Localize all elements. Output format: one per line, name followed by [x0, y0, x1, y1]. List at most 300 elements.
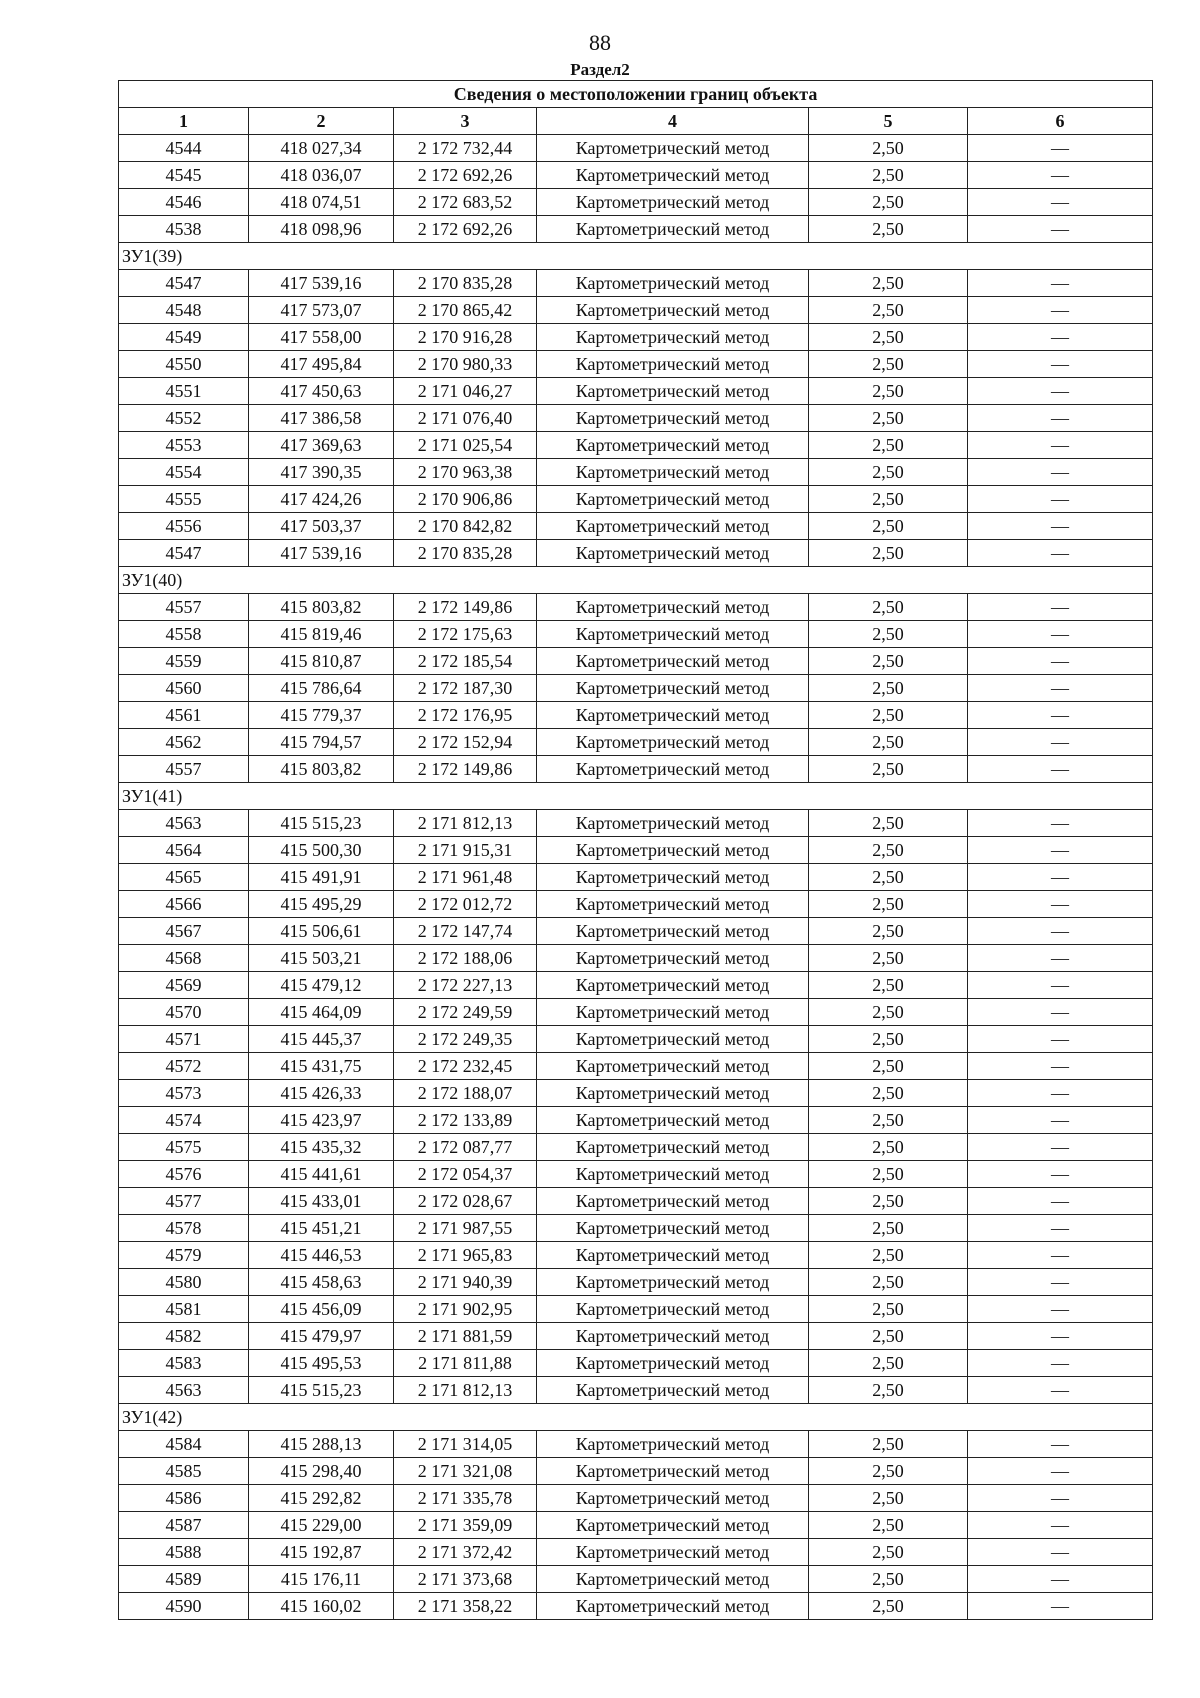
- accuracy-cell: 2,50: [809, 297, 968, 324]
- table-caption: Сведения о местоположении границ объекта: [119, 81, 1153, 108]
- point-number-cell: 4575: [119, 1134, 249, 1161]
- y-coordinate-cell: 2 171 811,88: [394, 1350, 537, 1377]
- method-cell: Картометрический метод: [537, 945, 809, 972]
- point-number-cell: 4551: [119, 378, 249, 405]
- x-coordinate-cell: 415 803,82: [249, 594, 394, 621]
- x-coordinate-cell: 415 176,11: [249, 1566, 394, 1593]
- point-number-cell: 4544: [119, 135, 249, 162]
- x-coordinate-cell: 415 458,63: [249, 1269, 394, 1296]
- point-number-cell: 4561: [119, 702, 249, 729]
- method-cell: Картометрический метод: [537, 972, 809, 999]
- y-coordinate-cell: 2 171 314,05: [394, 1431, 537, 1458]
- accuracy-cell: 2,50: [809, 837, 968, 864]
- x-coordinate-cell: 415 515,23: [249, 810, 394, 837]
- x-coordinate-cell: 415 192,87: [249, 1539, 394, 1566]
- x-coordinate-cell: 417 503,37: [249, 513, 394, 540]
- note-cell: —: [968, 1161, 1153, 1188]
- y-coordinate-cell: 2 170 916,28: [394, 324, 537, 351]
- y-coordinate-cell: 2 172 149,86: [394, 756, 537, 783]
- accuracy-cell: 2,50: [809, 999, 968, 1026]
- point-number-cell: 4566: [119, 891, 249, 918]
- note-cell: —: [968, 594, 1153, 621]
- point-number-cell: 4538: [119, 216, 249, 243]
- y-coordinate-cell: 2 170 963,38: [394, 459, 537, 486]
- note-cell: —: [968, 189, 1153, 216]
- table-row: [119, 216, 1153, 243]
- y-coordinate-cell: 2 172 028,67: [394, 1188, 537, 1215]
- table-row: [119, 297, 1153, 324]
- point-number-cell: 4573: [119, 1080, 249, 1107]
- method-cell: Картометрический метод: [537, 837, 809, 864]
- method-cell: Картометрический метод: [537, 351, 809, 378]
- table-row: [119, 540, 1153, 567]
- note-cell: —: [968, 540, 1153, 567]
- x-coordinate-cell: 415 441,61: [249, 1161, 394, 1188]
- x-coordinate-cell: 415 451,21: [249, 1215, 394, 1242]
- point-number-cell: 4578: [119, 1215, 249, 1242]
- method-cell: Картометрический метод: [537, 432, 809, 459]
- note-cell: —: [968, 1107, 1153, 1134]
- point-number-cell: 4579: [119, 1242, 249, 1269]
- method-cell: Картометрический метод: [537, 756, 809, 783]
- note-cell: —: [968, 1026, 1153, 1053]
- point-number-cell: 4563: [119, 1377, 249, 1404]
- table-row: [119, 1215, 1153, 1242]
- column-header: 5: [809, 108, 968, 135]
- column-header: 2: [249, 108, 394, 135]
- x-coordinate-cell: 415 456,09: [249, 1296, 394, 1323]
- y-coordinate-cell: 2 171 987,55: [394, 1215, 537, 1242]
- y-coordinate-cell: 2 171 961,48: [394, 864, 537, 891]
- point-number-cell: 4563: [119, 810, 249, 837]
- note-cell: —: [968, 756, 1153, 783]
- point-number-cell: 4567: [119, 918, 249, 945]
- y-coordinate-cell: 2 172 188,06: [394, 945, 537, 972]
- y-coordinate-cell: 2 170 842,82: [394, 513, 537, 540]
- table-row: [119, 1107, 1153, 1134]
- y-coordinate-cell: 2 172 054,37: [394, 1161, 537, 1188]
- accuracy-cell: 2,50: [809, 1512, 968, 1539]
- accuracy-cell: 2,50: [809, 378, 968, 405]
- method-cell: Картометрический метод: [537, 1242, 809, 1269]
- table-row: [119, 1161, 1153, 1188]
- y-coordinate-cell: 2 172 152,94: [394, 729, 537, 756]
- x-coordinate-cell: 415 495,29: [249, 891, 394, 918]
- note-cell: —: [968, 135, 1153, 162]
- accuracy-cell: 2,50: [809, 324, 968, 351]
- table-row: [119, 756, 1153, 783]
- note-cell: —: [968, 1323, 1153, 1350]
- note-cell: —: [968, 1377, 1153, 1404]
- point-number-cell: 4547: [119, 540, 249, 567]
- note-cell: —: [968, 1485, 1153, 1512]
- accuracy-cell: 2,50: [809, 1134, 968, 1161]
- note-cell: —: [968, 1242, 1153, 1269]
- accuracy-cell: 2,50: [809, 621, 968, 648]
- table-row: [119, 729, 1153, 756]
- point-number-cell: 4557: [119, 594, 249, 621]
- point-number-cell: 4570: [119, 999, 249, 1026]
- boundary-coordinates-table: [118, 80, 1153, 1620]
- point-number-cell: 4577: [119, 1188, 249, 1215]
- accuracy-cell: 2,50: [809, 1107, 968, 1134]
- x-coordinate-cell: 415 779,37: [249, 702, 394, 729]
- table-row: [119, 1242, 1153, 1269]
- y-coordinate-cell: 2 171 046,27: [394, 378, 537, 405]
- point-number-cell: 4555: [119, 486, 249, 513]
- method-cell: Картометрический метод: [537, 1188, 809, 1215]
- table-row: [119, 1188, 1153, 1215]
- note-cell: —: [968, 162, 1153, 189]
- note-cell: —: [968, 1566, 1153, 1593]
- note-cell: —: [968, 729, 1153, 756]
- method-cell: Картометрический метод: [537, 1215, 809, 1242]
- method-cell: Картометрический метод: [537, 864, 809, 891]
- point-number-cell: 4580: [119, 1269, 249, 1296]
- x-coordinate-cell: 418 036,07: [249, 162, 394, 189]
- method-cell: Картометрический метод: [537, 540, 809, 567]
- method-cell: Картометрический метод: [537, 729, 809, 756]
- note-cell: —: [968, 999, 1153, 1026]
- table-row: [119, 945, 1153, 972]
- x-coordinate-cell: 415 491,91: [249, 864, 394, 891]
- y-coordinate-cell: 2 171 812,13: [394, 1377, 537, 1404]
- point-number-cell: 4553: [119, 432, 249, 459]
- y-coordinate-cell: 2 170 835,28: [394, 270, 537, 297]
- point-number-cell: 4581: [119, 1296, 249, 1323]
- accuracy-cell: 2,50: [809, 1431, 968, 1458]
- point-number-cell: 4556: [119, 513, 249, 540]
- note-cell: —: [968, 297, 1153, 324]
- accuracy-cell: 2,50: [809, 1350, 968, 1377]
- note-cell: —: [968, 675, 1153, 702]
- x-coordinate-cell: 415 464,09: [249, 999, 394, 1026]
- note-cell: —: [968, 216, 1153, 243]
- table-row: [119, 891, 1153, 918]
- table-row: [119, 1593, 1153, 1620]
- x-coordinate-cell: 415 495,53: [249, 1350, 394, 1377]
- point-number-cell: 4586: [119, 1485, 249, 1512]
- y-coordinate-cell: 2 172 175,63: [394, 621, 537, 648]
- accuracy-cell: 2,50: [809, 702, 968, 729]
- y-coordinate-cell: 2 171 321,08: [394, 1458, 537, 1485]
- method-cell: Картометрический метод: [537, 1350, 809, 1377]
- y-coordinate-cell: 2 171 902,95: [394, 1296, 537, 1323]
- point-number-cell: 4574: [119, 1107, 249, 1134]
- x-coordinate-cell: 417 386,58: [249, 405, 394, 432]
- accuracy-cell: 2,50: [809, 189, 968, 216]
- group-header-row: [119, 567, 1153, 594]
- y-coordinate-cell: 2 170 835,28: [394, 540, 537, 567]
- x-coordinate-cell: 417 495,84: [249, 351, 394, 378]
- table-row: [119, 324, 1153, 351]
- y-coordinate-cell: 2 172 087,77: [394, 1134, 537, 1161]
- table-row: [119, 432, 1153, 459]
- table-row: [119, 135, 1153, 162]
- point-number-cell: 4546: [119, 189, 249, 216]
- y-coordinate-cell: 2 172 249,35: [394, 1026, 537, 1053]
- accuracy-cell: 2,50: [809, 459, 968, 486]
- accuracy-cell: 2,50: [809, 1323, 968, 1350]
- y-coordinate-cell: 2 172 232,45: [394, 1053, 537, 1080]
- point-number-cell: 4583: [119, 1350, 249, 1377]
- group-header-row: [119, 1404, 1153, 1431]
- point-number-cell: 4571: [119, 1026, 249, 1053]
- table-row: [119, 189, 1153, 216]
- method-cell: Картометрический метод: [537, 1485, 809, 1512]
- table-row: [119, 594, 1153, 621]
- page-number: 88: [589, 30, 611, 55]
- parcel-group-label: ЗУ1(42): [119, 1404, 1153, 1431]
- y-coordinate-cell: 2 171 965,83: [394, 1242, 537, 1269]
- x-coordinate-cell: 415 292,82: [249, 1485, 394, 1512]
- note-cell: —: [968, 1539, 1153, 1566]
- point-number-cell: 4584: [119, 1431, 249, 1458]
- method-cell: Картометрический метод: [537, 1566, 809, 1593]
- note-cell: —: [968, 378, 1153, 405]
- x-coordinate-cell: 415 503,21: [249, 945, 394, 972]
- accuracy-cell: 2,50: [809, 1485, 968, 1512]
- accuracy-cell: 2,50: [809, 729, 968, 756]
- method-cell: Картометрический метод: [537, 1269, 809, 1296]
- parcel-group-label: ЗУ1(39): [119, 243, 1153, 270]
- table-row: [119, 1026, 1153, 1053]
- note-cell: —: [968, 1053, 1153, 1080]
- accuracy-cell: 2,50: [809, 162, 968, 189]
- accuracy-cell: 2,50: [809, 594, 968, 621]
- note-cell: —: [968, 1593, 1153, 1620]
- method-cell: Картометрический метод: [537, 1512, 809, 1539]
- accuracy-cell: 2,50: [809, 756, 968, 783]
- x-coordinate-cell: 415 786,64: [249, 675, 394, 702]
- point-number-cell: 4588: [119, 1539, 249, 1566]
- point-number-cell: 4547: [119, 270, 249, 297]
- method-cell: Картометрический метод: [537, 162, 809, 189]
- accuracy-cell: 2,50: [809, 351, 968, 378]
- method-cell: Картометрический метод: [537, 999, 809, 1026]
- y-coordinate-cell: 2 171 881,59: [394, 1323, 537, 1350]
- table-row: [119, 486, 1153, 513]
- method-cell: Картометрический метод: [537, 1026, 809, 1053]
- method-cell: Картометрический метод: [537, 1539, 809, 1566]
- group-header-row: [119, 783, 1153, 810]
- point-number-cell: 4576: [119, 1161, 249, 1188]
- method-cell: Картометрический метод: [537, 1161, 809, 1188]
- table-row: [119, 1080, 1153, 1107]
- accuracy-cell: 2,50: [809, 810, 968, 837]
- accuracy-cell: 2,50: [809, 540, 968, 567]
- accuracy-cell: 2,50: [809, 1215, 968, 1242]
- parcel-group-label: ЗУ1(41): [119, 783, 1153, 810]
- x-coordinate-cell: 415 810,87: [249, 648, 394, 675]
- note-cell: —: [968, 837, 1153, 864]
- section-title: Раздел2: [570, 60, 630, 79]
- point-number-cell: 4562: [119, 729, 249, 756]
- y-coordinate-cell: 2 171 940,39: [394, 1269, 537, 1296]
- y-coordinate-cell: 2 171 915,31: [394, 837, 537, 864]
- note-cell: —: [968, 1269, 1153, 1296]
- column-header: 4: [537, 108, 809, 135]
- accuracy-cell: 2,50: [809, 1377, 968, 1404]
- y-coordinate-cell: 2 172 732,44: [394, 135, 537, 162]
- table-row: [119, 1539, 1153, 1566]
- point-number-cell: 4568: [119, 945, 249, 972]
- table-row: [119, 1296, 1153, 1323]
- table-row: [119, 972, 1153, 999]
- point-number-cell: 4549: [119, 324, 249, 351]
- accuracy-cell: 2,50: [809, 1053, 968, 1080]
- point-number-cell: 4548: [119, 297, 249, 324]
- y-coordinate-cell: 2 171 359,09: [394, 1512, 537, 1539]
- table-row: [119, 810, 1153, 837]
- point-number-cell: 4557: [119, 756, 249, 783]
- table-row: [119, 1134, 1153, 1161]
- y-coordinate-cell: 2 172 692,26: [394, 162, 537, 189]
- x-coordinate-cell: 417 539,16: [249, 270, 394, 297]
- accuracy-cell: 2,50: [809, 864, 968, 891]
- method-cell: Картометрический метод: [537, 675, 809, 702]
- y-coordinate-cell: 2 171 335,78: [394, 1485, 537, 1512]
- y-coordinate-cell: 2 170 906,86: [394, 486, 537, 513]
- x-coordinate-cell: 415 431,75: [249, 1053, 394, 1080]
- table-row: [119, 1350, 1153, 1377]
- x-coordinate-cell: 415 445,37: [249, 1026, 394, 1053]
- point-number-cell: 4545: [119, 162, 249, 189]
- x-coordinate-cell: 415 500,30: [249, 837, 394, 864]
- method-cell: Картометрический метод: [537, 648, 809, 675]
- note-cell: —: [968, 351, 1153, 378]
- table-row: [119, 351, 1153, 378]
- point-number-cell: 4589: [119, 1566, 249, 1593]
- table-row: [119, 702, 1153, 729]
- table-row: [119, 837, 1153, 864]
- table-row: [119, 1458, 1153, 1485]
- table-row: [119, 918, 1153, 945]
- note-cell: —: [968, 702, 1153, 729]
- accuracy-cell: 2,50: [809, 1566, 968, 1593]
- point-number-cell: 4559: [119, 648, 249, 675]
- point-number-cell: 4552: [119, 405, 249, 432]
- table-row: [119, 999, 1153, 1026]
- y-coordinate-cell: 2 172 012,72: [394, 891, 537, 918]
- note-cell: —: [968, 513, 1153, 540]
- note-cell: —: [968, 1296, 1153, 1323]
- method-cell: Картометрический метод: [537, 216, 809, 243]
- note-cell: —: [968, 648, 1153, 675]
- table-row: [119, 1053, 1153, 1080]
- accuracy-cell: 2,50: [809, 1188, 968, 1215]
- note-cell: —: [968, 972, 1153, 999]
- method-cell: Картометрический метод: [537, 1296, 809, 1323]
- table-row: [119, 459, 1153, 486]
- method-cell: Картометрический метод: [537, 135, 809, 162]
- accuracy-cell: 2,50: [809, 1080, 968, 1107]
- method-cell: Картометрический метод: [537, 1377, 809, 1404]
- y-coordinate-cell: 2 172 185,54: [394, 648, 537, 675]
- note-cell: —: [968, 810, 1153, 837]
- accuracy-cell: 2,50: [809, 918, 968, 945]
- note-cell: —: [968, 459, 1153, 486]
- accuracy-cell: 2,50: [809, 432, 968, 459]
- x-coordinate-cell: 417 539,16: [249, 540, 394, 567]
- method-cell: Картометрический метод: [537, 1593, 809, 1620]
- table-row: [119, 1512, 1153, 1539]
- method-cell: Картометрический метод: [537, 459, 809, 486]
- accuracy-cell: 2,50: [809, 1026, 968, 1053]
- table-row: [119, 513, 1153, 540]
- table-row: [119, 1269, 1153, 1296]
- note-cell: —: [968, 270, 1153, 297]
- accuracy-cell: 2,50: [809, 1593, 968, 1620]
- y-coordinate-cell: 2 171 025,54: [394, 432, 537, 459]
- note-cell: —: [968, 1512, 1153, 1539]
- table-row: [119, 1431, 1153, 1458]
- y-coordinate-cell: 2 172 249,59: [394, 999, 537, 1026]
- x-coordinate-cell: 415 298,40: [249, 1458, 394, 1485]
- point-number-cell: 4558: [119, 621, 249, 648]
- accuracy-cell: 2,50: [809, 216, 968, 243]
- method-cell: Картометрический метод: [537, 891, 809, 918]
- x-coordinate-cell: 415 506,61: [249, 918, 394, 945]
- y-coordinate-cell: 2 172 133,89: [394, 1107, 537, 1134]
- accuracy-cell: 2,50: [809, 1539, 968, 1566]
- column-header: 1: [119, 108, 249, 135]
- method-cell: Картометрический метод: [537, 702, 809, 729]
- accuracy-cell: 2,50: [809, 675, 968, 702]
- table-row: [119, 378, 1153, 405]
- method-cell: Картометрический метод: [537, 1134, 809, 1161]
- method-cell: Картометрический метод: [537, 594, 809, 621]
- y-coordinate-cell: 2 172 187,30: [394, 675, 537, 702]
- accuracy-cell: 2,50: [809, 972, 968, 999]
- table-row: [119, 621, 1153, 648]
- x-coordinate-cell: 415 426,33: [249, 1080, 394, 1107]
- table-row: [119, 1323, 1153, 1350]
- note-cell: —: [968, 1080, 1153, 1107]
- column-header: 6: [968, 108, 1153, 135]
- method-cell: Картометрический метод: [537, 486, 809, 513]
- x-coordinate-cell: 417 573,07: [249, 297, 394, 324]
- point-number-cell: 4572: [119, 1053, 249, 1080]
- accuracy-cell: 2,50: [809, 945, 968, 972]
- group-header-row: [119, 243, 1153, 270]
- method-cell: Картометрический метод: [537, 324, 809, 351]
- x-coordinate-cell: 415 229,00: [249, 1512, 394, 1539]
- accuracy-cell: 2,50: [809, 1242, 968, 1269]
- table-body: [119, 135, 1153, 1620]
- accuracy-cell: 2,50: [809, 1296, 968, 1323]
- y-coordinate-cell: 2 172 188,07: [394, 1080, 537, 1107]
- table-row: [119, 648, 1153, 675]
- point-number-cell: 4550: [119, 351, 249, 378]
- table-row: [119, 1377, 1153, 1404]
- point-number-cell: 4569: [119, 972, 249, 999]
- note-cell: —: [968, 1431, 1153, 1458]
- accuracy-cell: 2,50: [809, 1458, 968, 1485]
- x-coordinate-cell: 415 433,01: [249, 1188, 394, 1215]
- y-coordinate-cell: 2 172 149,86: [394, 594, 537, 621]
- y-coordinate-cell: 2 171 358,22: [394, 1593, 537, 1620]
- y-coordinate-cell: 2 171 076,40: [394, 405, 537, 432]
- accuracy-cell: 2,50: [809, 270, 968, 297]
- method-cell: Картометрический метод: [537, 1080, 809, 1107]
- x-coordinate-cell: 415 288,13: [249, 1431, 394, 1458]
- y-coordinate-cell: 2 171 812,13: [394, 810, 537, 837]
- x-coordinate-cell: 415 160,02: [249, 1593, 394, 1620]
- method-cell: Картометрический метод: [537, 297, 809, 324]
- note-cell: —: [968, 1350, 1153, 1377]
- point-number-cell: 4565: [119, 864, 249, 891]
